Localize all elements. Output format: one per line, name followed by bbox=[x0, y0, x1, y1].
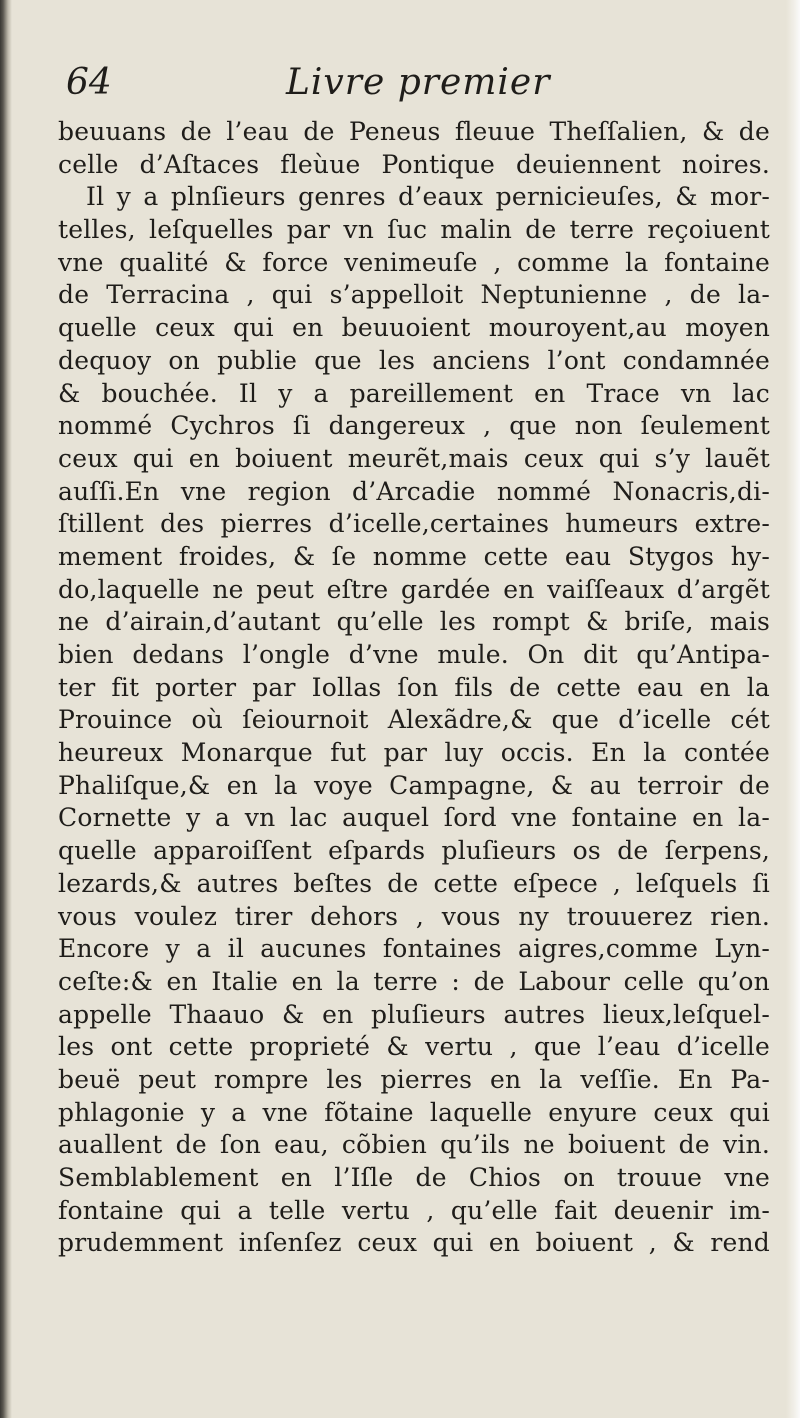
text-line: mement froides, & ſe nomme cette eau Stygos hy- bbox=[58, 541, 770, 571]
text-line: & bouchée. Il y a pareillement en Trace vn lac bbox=[58, 378, 770, 408]
text-line: Il y a plnſieurs genres d’eaux pernicieuſes, & mor- bbox=[86, 182, 770, 212]
text-line: fontaine qui a telle vertu , qu’elle fait deuenir im- bbox=[58, 1195, 770, 1225]
text-line: quelle apparoiſſent eſpards pluſieurs os de ſerpens, bbox=[58, 836, 770, 866]
text-line: auſſi.En vne region d’Arcadie nommé Nonacris,di- bbox=[58, 476, 770, 506]
running-title: Livre premier bbox=[286, 62, 551, 103]
text-line: Encore y a il aucunes fontaines aigres,comme Lyn- bbox=[58, 934, 770, 964]
text-line: ter fit porter par Iollas ſon fils de cette eau en la bbox=[58, 672, 770, 702]
running-head bbox=[58, 60, 770, 116]
text-line: beuuans de l’eau de Peneus fleuue Theſſalien, & de bbox=[58, 117, 770, 146]
text-line: heureux Monarque fut par luy occis. En la contée bbox=[58, 738, 770, 768]
text-line: Cornette y a vn lac auquel ſord vne fontaine en la- bbox=[58, 803, 770, 833]
text-line: de Terracina , qui s’appelloit Neptunienne , de la- bbox=[58, 280, 770, 310]
text-line: vous voulez tirer dehors , vous ny trouuerez rien. bbox=[58, 901, 770, 931]
text-line: Prouince où ſeiournoit Alexãdre,& que d’icelle cét bbox=[58, 705, 770, 735]
text-line: do,laquelle ne peut eſtre gardée en vaiſſeaux d’argẽt bbox=[58, 574, 770, 604]
text-line: celle d’Aſtaces fleùue Pontique deuiennent noires. bbox=[58, 149, 770, 179]
text-line: ceux qui en boiuent meurẽt,mais ceux qui s’y lauẽt bbox=[58, 443, 770, 473]
text-line: vne qualité & force venimeuſe , comme la fontaine bbox=[58, 247, 770, 277]
text-line: nommé Cychros ſi dangereux , que non ſeulement bbox=[58, 411, 770, 441]
text-line: dequoy on publie que les anciens l’ont condamnée bbox=[58, 345, 770, 375]
text-line: lezards,& autres beſtes de cette eſpece , leſquels ſi bbox=[58, 868, 770, 898]
text-line: Semblablement en l’Iſle de Chios on trouue vne bbox=[58, 1163, 770, 1192]
text-line: ſtillent des pierres d’icelle,certaines humeurs extre- bbox=[58, 509, 770, 539]
text-line: quelle ceux qui en beuuoient mouroyent,au moyen bbox=[58, 313, 770, 343]
text-line: Phaliſque,& en la voye Campagne, & au terroir de bbox=[58, 770, 770, 800]
text-line: telles, leſquelles par vn ſuc malin de terre reçoiuent bbox=[58, 215, 770, 245]
book-gutter-shadow bbox=[0, 0, 12, 1418]
text-line: prudemment inſenſez ceux qui en boiuent , & rend bbox=[58, 1228, 770, 1258]
body-text bbox=[58, 116, 770, 1260]
text-line: ne d’airain,d’autant qu’elle les rompt & briſe, mais bbox=[58, 607, 770, 637]
text-line: les ont cette proprieté & vertu , que l’eau d’icelle bbox=[58, 1032, 770, 1062]
book-page bbox=[58, 60, 770, 1260]
text-line: auallent de ſon eau, cõbien qu’ils ne boiuent de vin. bbox=[58, 1130, 770, 1160]
page-number: 64 bbox=[66, 62, 112, 103]
text-line: beuë peut rompre les pierres en la veſſie. En Pa- bbox=[58, 1064, 770, 1094]
text-line: appelle Thaauo & en pluſieurs autres lieux,leſquel- bbox=[58, 999, 770, 1029]
text-line: phlagonie y a vne fõtaine laquelle enyure ceux qui bbox=[58, 1097, 770, 1127]
text-line: ceſte:& en Italie en la terre : de Labour celle qu’on bbox=[58, 966, 770, 996]
text-line: bien dedans l’ongle d’vne mule. On dit qu’Antipa- bbox=[58, 640, 770, 669]
page-edge bbox=[786, 0, 800, 1418]
